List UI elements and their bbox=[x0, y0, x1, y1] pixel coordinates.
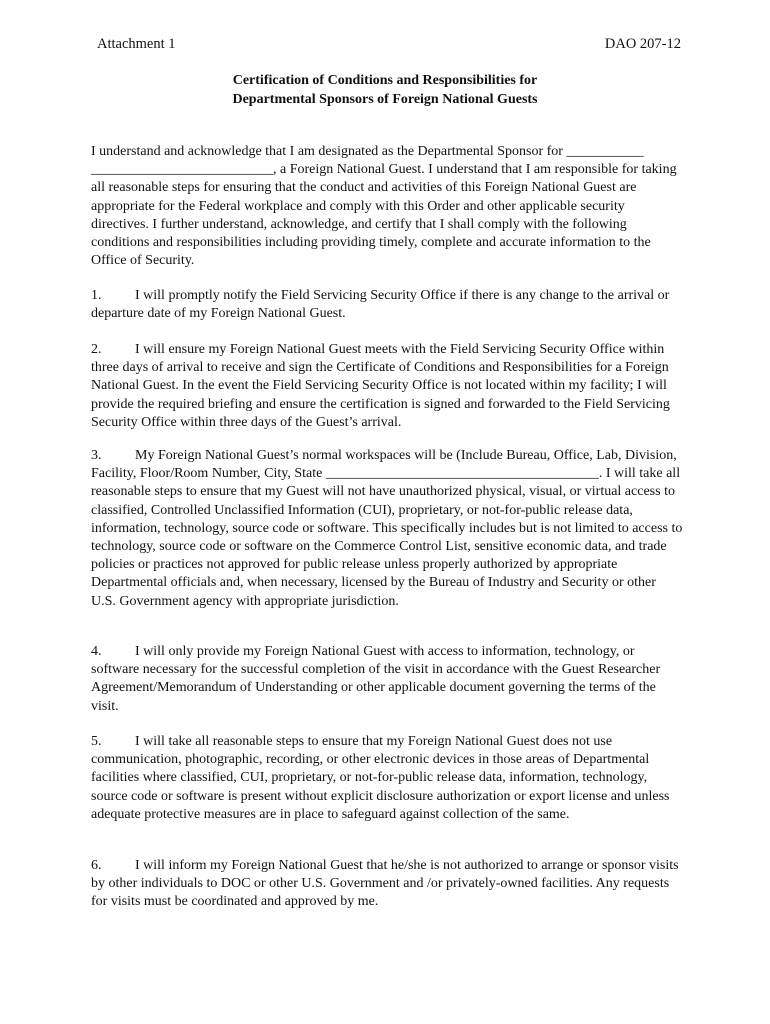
list-item bbox=[91, 733, 683, 824]
list-item bbox=[91, 341, 683, 432]
title-line-2: Departmental Sponsors of Foreign National Guests bbox=[232, 92, 538, 107]
item-number: 1. bbox=[91, 288, 102, 303]
item-text: I will promptly notify the Field Servicing Security Office if there is any change to the arrival or departure date of my Foreign National Guest. bbox=[91, 288, 670, 322]
item-number: 5. bbox=[91, 734, 102, 749]
intro-paragraph bbox=[91, 143, 683, 270]
order-number: DAO 207-12 bbox=[604, 36, 681, 52]
item-text: I will only provide my Foreign National Guest with access to information, technology, or software necessary for the successful completion of the visit in accordance with the Guest Researcher Agreement/Memorandum of Understanding or other applicable document governing the terms of the visit. bbox=[91, 644, 661, 714]
item-text: My Foreign National Guest’s normal workspaces will be (Include Bureau, Office, Lab, Division, Facility, Floor/Room Number, City, State _______________________________________. I will take all reasonable steps to ensure that my Guest will not have unauthorized physical, visual, or virtual access to classified, Controlled Unclassified Information (CUI), proprietary, or not-for-public release data, information, technology, source code or software. This specifically includes but is not limited to access to technology, source code or software on the Commerce Control List, sensitive economic data, and trade policies or practices not approved for public release unless properly authorized by appropriate Departmental officials and, when necessary, licensed by the Bureau of Industry and Security or other U.S. Government agency with appropriate jurisdiction. bbox=[91, 448, 683, 609]
list-item bbox=[91, 287, 683, 323]
list-item bbox=[91, 447, 683, 611]
document-title bbox=[0, 71, 770, 109]
intro-text: I understand and acknowledge that I am designated as the Departmental Sponsor for ___________ __________________________, a Foreign National Guest. I understand that I am responsible for taking all reasonable steps for ensuring that the conduct and activities of this Foreign National Guest are appropriate for the Federal workplace and comply with this Order and other applicable security directives. I further understand, acknowledge, and certify that I shall comply with the following conditions and responsibilities including providing timely, complete and accurate information to the Office of Security. bbox=[91, 144, 677, 269]
item-number: 3. bbox=[91, 448, 102, 463]
item-number: 6. bbox=[91, 858, 102, 873]
attachment-label: Attachment 1 bbox=[97, 36, 176, 52]
item-text: I will ensure my Foreign National Guest meets with the Field Servicing Security Office within three days of arrival to receive and sign the Certificate of Conditions and Responsibilities for a Foreign National Guest. In the event the Field Servicing Security Office is not located within my facility; I will provide the required briefing and ensure the certification is signed and forwarded to the Field Servicing Security Office within three days of the Guest’s arrival. bbox=[91, 342, 670, 430]
list-item bbox=[91, 857, 683, 912]
title-line-1: Certification of Conditions and Responsibilities for bbox=[232, 73, 538, 88]
list-item bbox=[91, 643, 683, 716]
item-text: I will take all reasonable steps to ensure that my Foreign National Guest does not use communication, photographic, recording, or other electronic devices in those areas of Departmental facilities where classified, CUI, proprietary, or not-for-public release data, information, technology, source code or software is present without explicit disclosure authorization or export license and unless adequate protective measures are in place to safeguard against collection of the same. bbox=[91, 734, 670, 822]
item-number: 4. bbox=[91, 644, 102, 659]
item-text: I will inform my Foreign National Guest that he/she is not authorized to arrange or sponsor visits by other individuals to DOC or other U.S. Government and /or privately-owned facilities. Any requests for visits must be coordinated and approved by me. bbox=[91, 858, 679, 910]
item-number: 2. bbox=[91, 342, 102, 357]
